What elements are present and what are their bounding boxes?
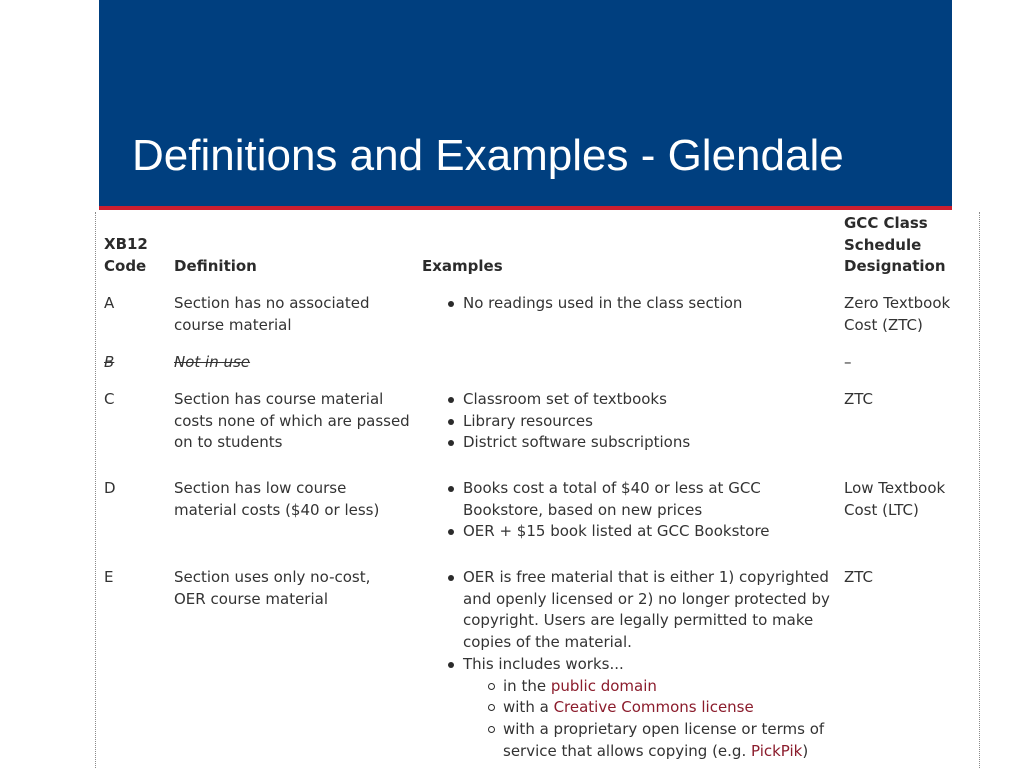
row-gcc-designation: ZTC — [844, 568, 874, 586]
row-definition: Section has course material costs none of which are passed on to students — [174, 390, 410, 452]
header-gcc-line3: Designation — [844, 257, 946, 276]
header-definition: Definition — [174, 257, 257, 275]
row-code: C — [104, 390, 115, 408]
example-item — [446, 654, 831, 763]
left-dotted-border — [95, 212, 96, 768]
header-gcc-line1: GCC Class — [844, 214, 928, 232]
example-item: Library resources — [446, 411, 836, 433]
creative-commons-link[interactable]: Creative Commons license — [553, 698, 754, 717]
example-item: No readings used in the class section — [446, 293, 836, 315]
header-gcc-line2: Schedule — [844, 235, 922, 254]
row-definition: Not in use — [174, 353, 251, 371]
row-definition: Section has low course material costs ($40 or less) — [174, 479, 380, 519]
example-item-text: This includes works... — [463, 654, 624, 673]
banner-accent-rule — [99, 206, 952, 210]
slide-title: Definitions and Examples - Glendale — [132, 131, 844, 180]
row-gcc-designation: ZTC — [844, 390, 874, 408]
row-gcc-designation: Low Textbook Cost (LTC) — [844, 479, 946, 519]
row-code: B — [104, 353, 115, 371]
row-gcc-designation: – — [844, 353, 852, 371]
sub-example-suffix: ) — [802, 741, 809, 760]
sub-example-text: with a proprietary open license or terms of service that allows copying (e.g. — [503, 719, 825, 760]
header-code-line2: Code — [104, 256, 147, 275]
row-examples — [446, 389, 836, 454]
pickpik-link[interactable]: PickPik — [750, 741, 803, 760]
example-item: Books cost a total of $40 or less at GCC Bookstore, based on new prices — [446, 478, 776, 521]
row-definition: Section uses only no-cost, OER course material — [174, 568, 371, 608]
row-examples — [446, 478, 776, 543]
row-examples — [446, 293, 836, 315]
example-item: Classroom set of textbooks — [446, 389, 836, 411]
header-code — [104, 234, 148, 277]
row-code: D — [104, 479, 116, 497]
right-dotted-border — [979, 212, 980, 768]
row-code: A — [104, 294, 115, 312]
example-item: District software subscriptions — [446, 432, 836, 454]
header-gcc-designation — [844, 213, 946, 278]
row-definition: Section has no associated course material — [174, 294, 370, 334]
works-sublist — [487, 676, 831, 763]
header-examples: Examples — [422, 257, 503, 275]
sub-example-item — [487, 719, 831, 762]
public-domain-link[interactable]: public domain — [550, 676, 657, 695]
header-code-line1: XB12 — [104, 235, 148, 253]
sub-example-text: with a — [503, 698, 554, 717]
example-item: OER is free material that is either 1) copyrighted and openly licensed or 2) no longer protected by copyright. Users are legally permitted to make copies of the material. — [446, 567, 831, 654]
example-item: OER + $15 book listed at GCC Bookstore — [446, 521, 776, 543]
sub-example-text: in the — [503, 676, 551, 695]
row-gcc-designation: Zero Textbook Cost (ZTC) — [844, 294, 951, 334]
sub-example-item — [487, 697, 831, 719]
row-examples — [446, 567, 831, 762]
sub-example-item — [487, 676, 831, 698]
row-code: E — [104, 568, 114, 586]
